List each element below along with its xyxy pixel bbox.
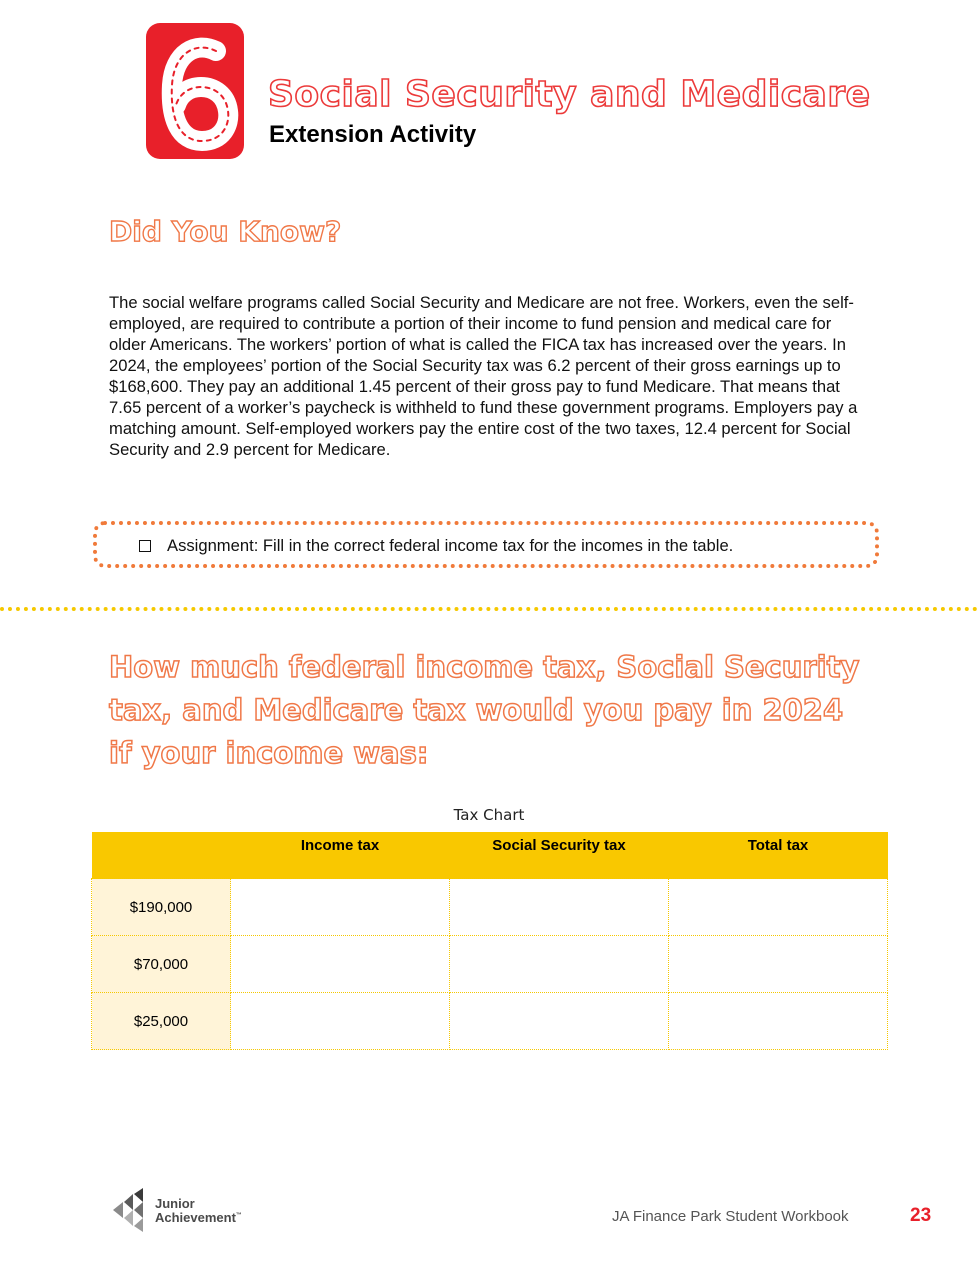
column-header-income-tax: Income tax (231, 832, 450, 879)
table-row (92, 879, 888, 936)
table-header-row (92, 832, 888, 879)
income-tax-cell[interactable] (231, 879, 450, 936)
junior-achievement-logo (111, 1188, 261, 1232)
income-tax-cell[interactable] (231, 936, 450, 993)
assignment-text: Assignment: Fill in the correct federal income tax for the incomes in the table. (167, 536, 734, 555)
checkbox-icon[interactable] (139, 540, 151, 552)
section-divider (0, 607, 978, 611)
total-tax-cell[interactable] (669, 879, 888, 936)
logo-text-achievement-word: Achievement (155, 1210, 236, 1225)
income-cell: $190,000 (92, 879, 231, 936)
table-row (92, 993, 888, 1050)
workbook-title: JA Finance Park Student Workbook (612, 1208, 849, 1225)
chapter-number-six-graphic (146, 23, 244, 159)
chapter-subtitle: Extension Activity (269, 121, 477, 148)
income-cell: $70,000 (92, 936, 231, 993)
question-heading: How much federal income tax, Social Security tax, and Medicare tax would you pay in 2024 if your income was: (109, 650, 860, 770)
total-tax-cell[interactable] (669, 993, 888, 1050)
did-you-know-body: The social welfare programs called Social Security and Medicare are not free. Workers, even the self-employed, are required to contribute a portion of their income to fund pension and medical care for older Americans. The workers’ portion of what is called the FICA tax has increased over the years. In 2024, the employees’ portion of the Social Security tax was 6.2 percent of their gross earnings up to $168,600. They pay an additional 1.45 percent of their gross pay to fund Medicare. That means that 7.65 percent of a worker’s paycheck is withheld to fund these government programs. Employers pay a matching amount. Self-employed workers pay the entire cost of the two taxes, 12.4 percent for Social Security and 2.9 percent for Medicare. (109, 293, 858, 459)
social-security-tax-cell[interactable] (450, 936, 669, 993)
logo-text-junior: Junior (155, 1196, 195, 1211)
table-caption: Tax Chart (453, 806, 525, 824)
page-number: 23 (910, 1205, 932, 1226)
income-cell: $25,000 (92, 993, 231, 1050)
tax-chart-table (91, 832, 888, 1050)
total-tax-cell[interactable] (669, 936, 888, 993)
ja-logo-icon (111, 1188, 151, 1232)
did-you-know-heading: Did You Know? (109, 215, 342, 248)
column-header-total-tax: Total tax (669, 832, 888, 879)
column-header-social-security-tax: Social Security tax (450, 832, 669, 879)
social-security-tax-cell[interactable] (450, 879, 669, 936)
chapter-badge (146, 23, 244, 159)
assignment-box (93, 521, 879, 568)
chapter-title: Social Security and Medicare (268, 74, 871, 115)
trademark-mark: ™ (235, 1212, 242, 1219)
social-security-tax-cell[interactable] (450, 993, 669, 1050)
income-tax-cell[interactable] (231, 993, 450, 1050)
column-header-income (92, 832, 231, 879)
logo-text-achievement (155, 1210, 242, 1225)
table-row (92, 936, 888, 993)
